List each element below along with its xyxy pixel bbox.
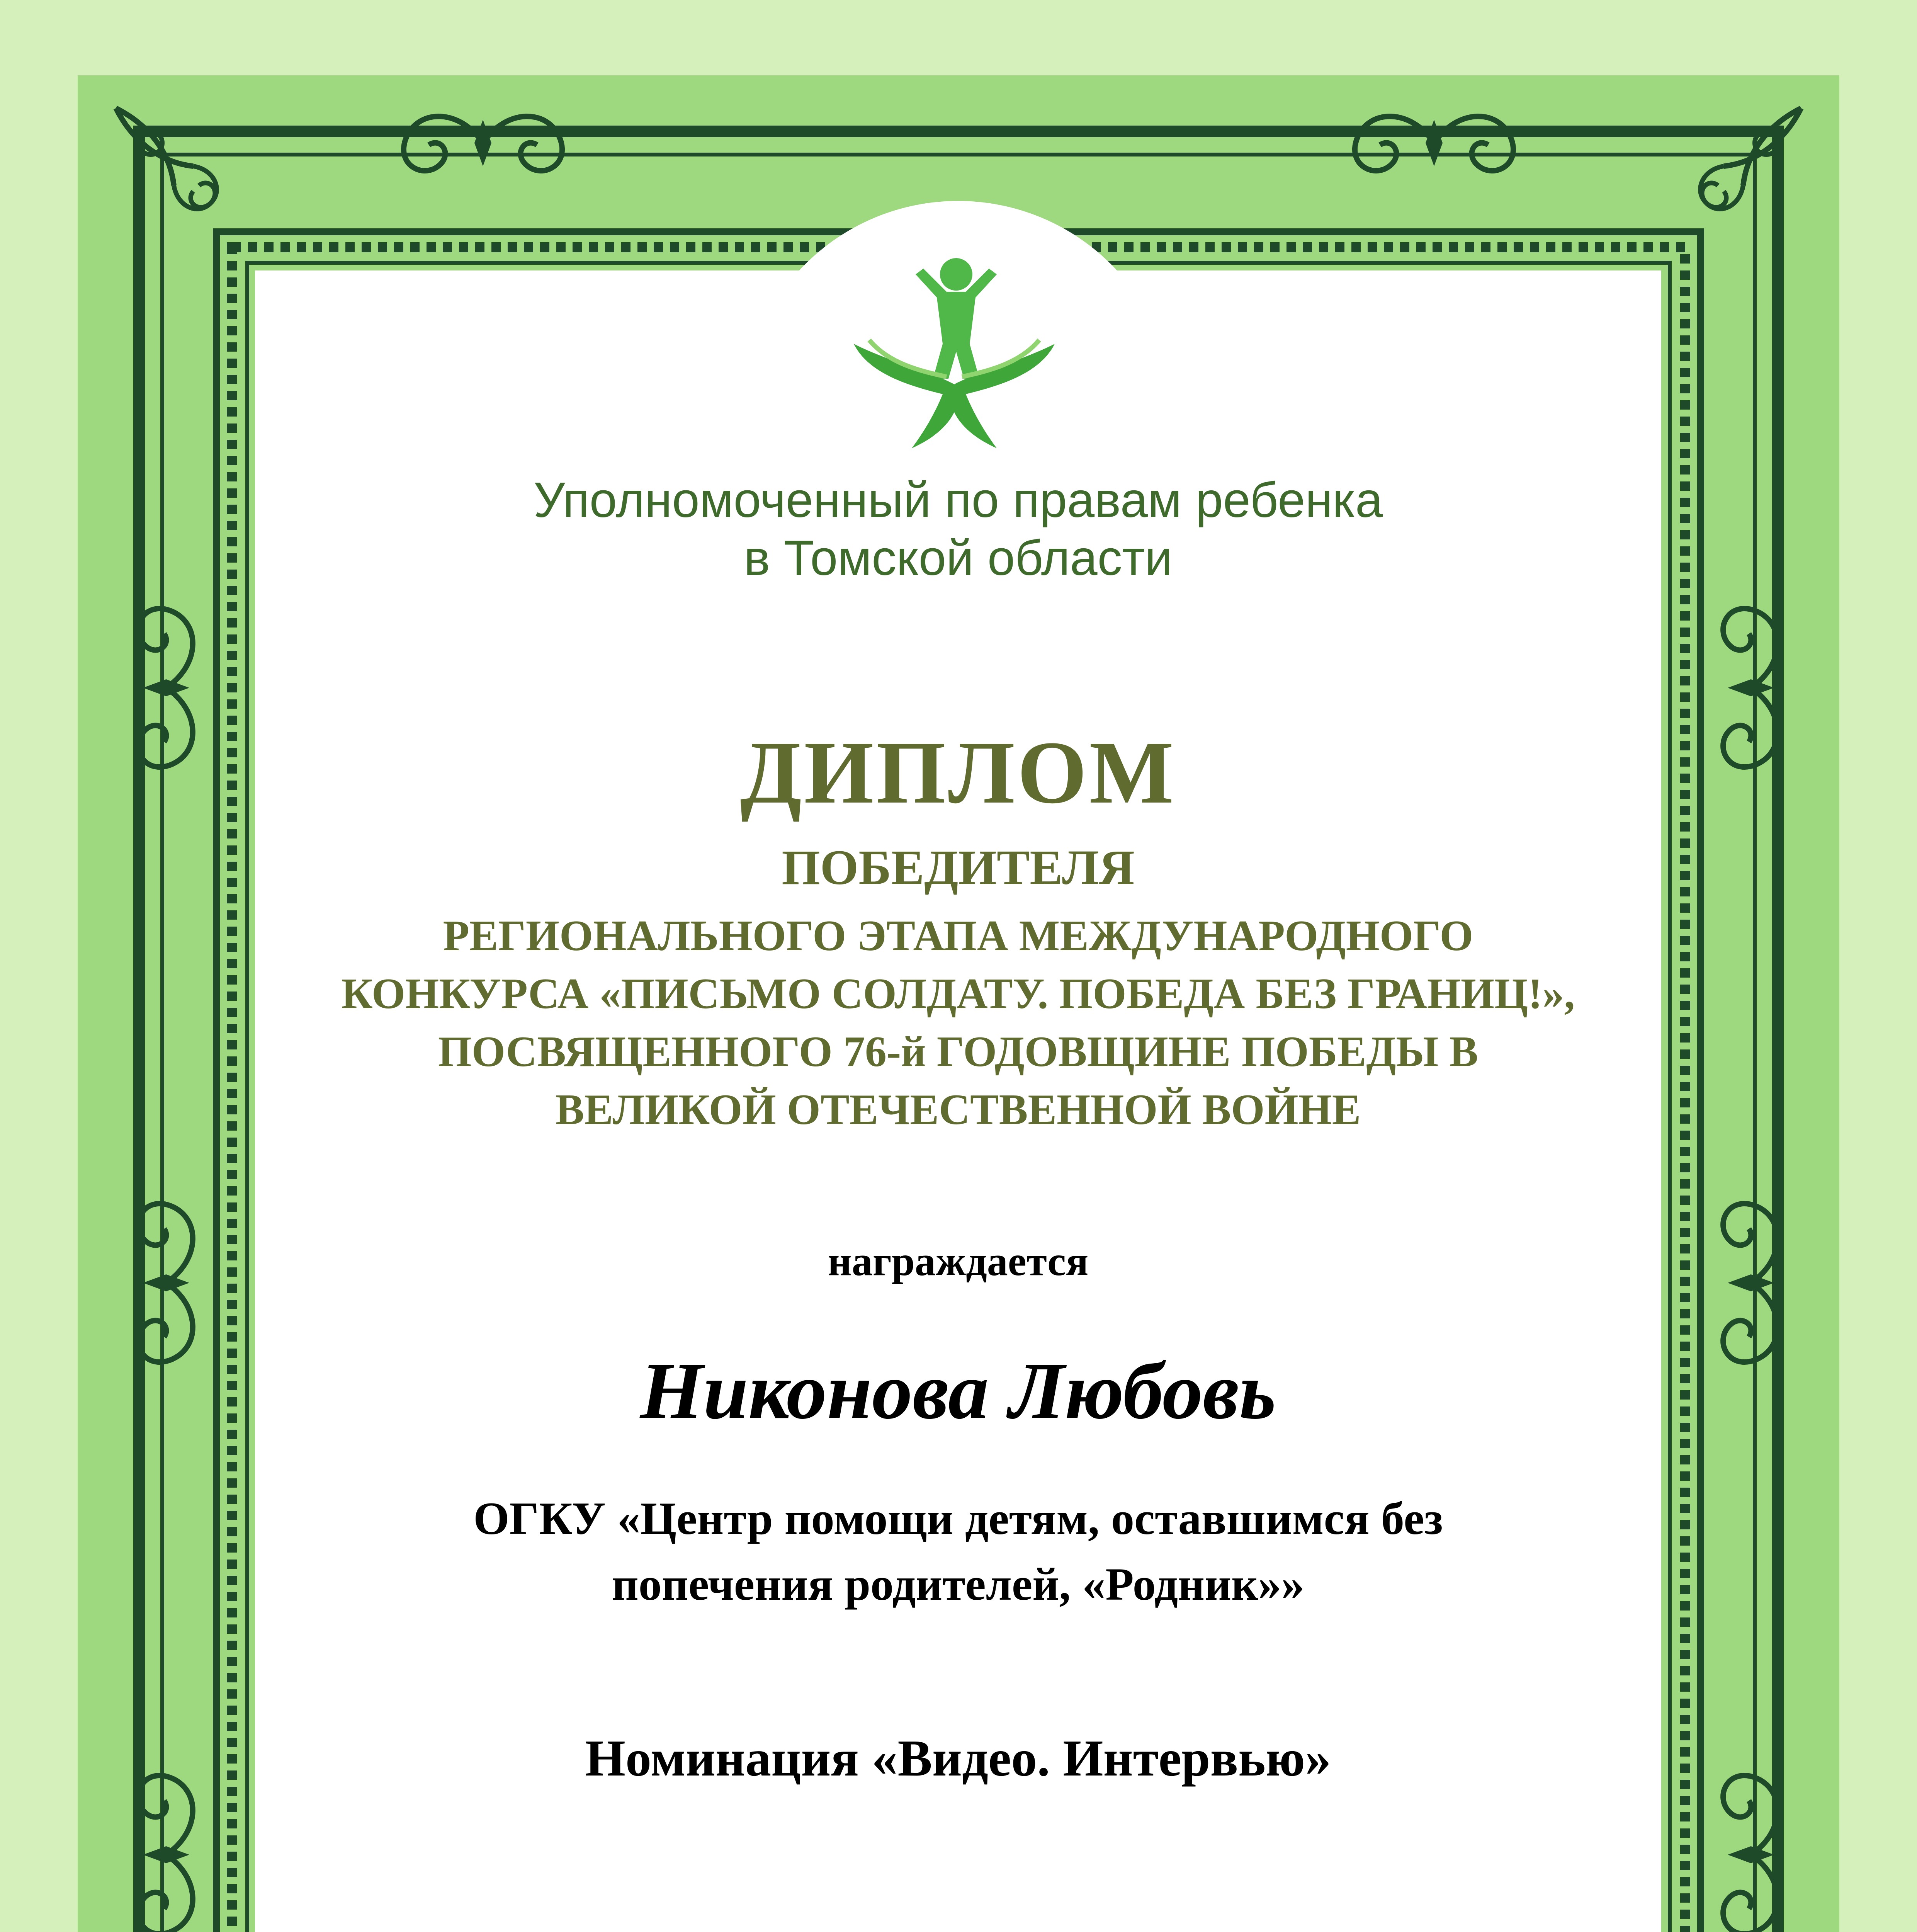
organization-line-2: в Томской области [744, 531, 1173, 586]
diploma-subtitle: ПОБЕДИТЕЛЯ [782, 840, 1135, 895]
diploma-title: ДИПЛОМ [740, 723, 1176, 822]
recipient-name: Никонова Любовь [640, 1346, 1276, 1436]
nomination: Номинация «Видео. Интервью» [585, 1730, 1331, 1787]
contest-line-3: ПОСВЯЩЕННОГО 76-й ГОДОВЩИНЕ ПОБЕДЫ В [438, 1028, 1479, 1076]
contest-line-1: РЕГИОНАЛЬНОГО ЭТАПА МЕЖДУНАРОДНОГО [443, 912, 1473, 960]
awarded-label: награждается [828, 1238, 1089, 1284]
institution-line-1: ОГКУ «Центр помощи детям, оставшимся без [473, 1493, 1443, 1544]
institution-line-2: попечения родителей, «Родник»» [612, 1558, 1305, 1610]
contest-line-4: ВЕЛИКОЙ ОТЕЧЕСТВЕННОЙ ВОЙНЕ [555, 1086, 1361, 1134]
child-in-hands-logo-icon [846, 247, 1062, 464]
organization-line-1: Уполномоченный по правам ребенка [533, 473, 1383, 528]
contest-line-2: КОНКУРСА «ПИСЬМО СОЛДАТУ. ПОБЕДА БЕЗ ГРАНИЦ!», [341, 970, 1575, 1018]
